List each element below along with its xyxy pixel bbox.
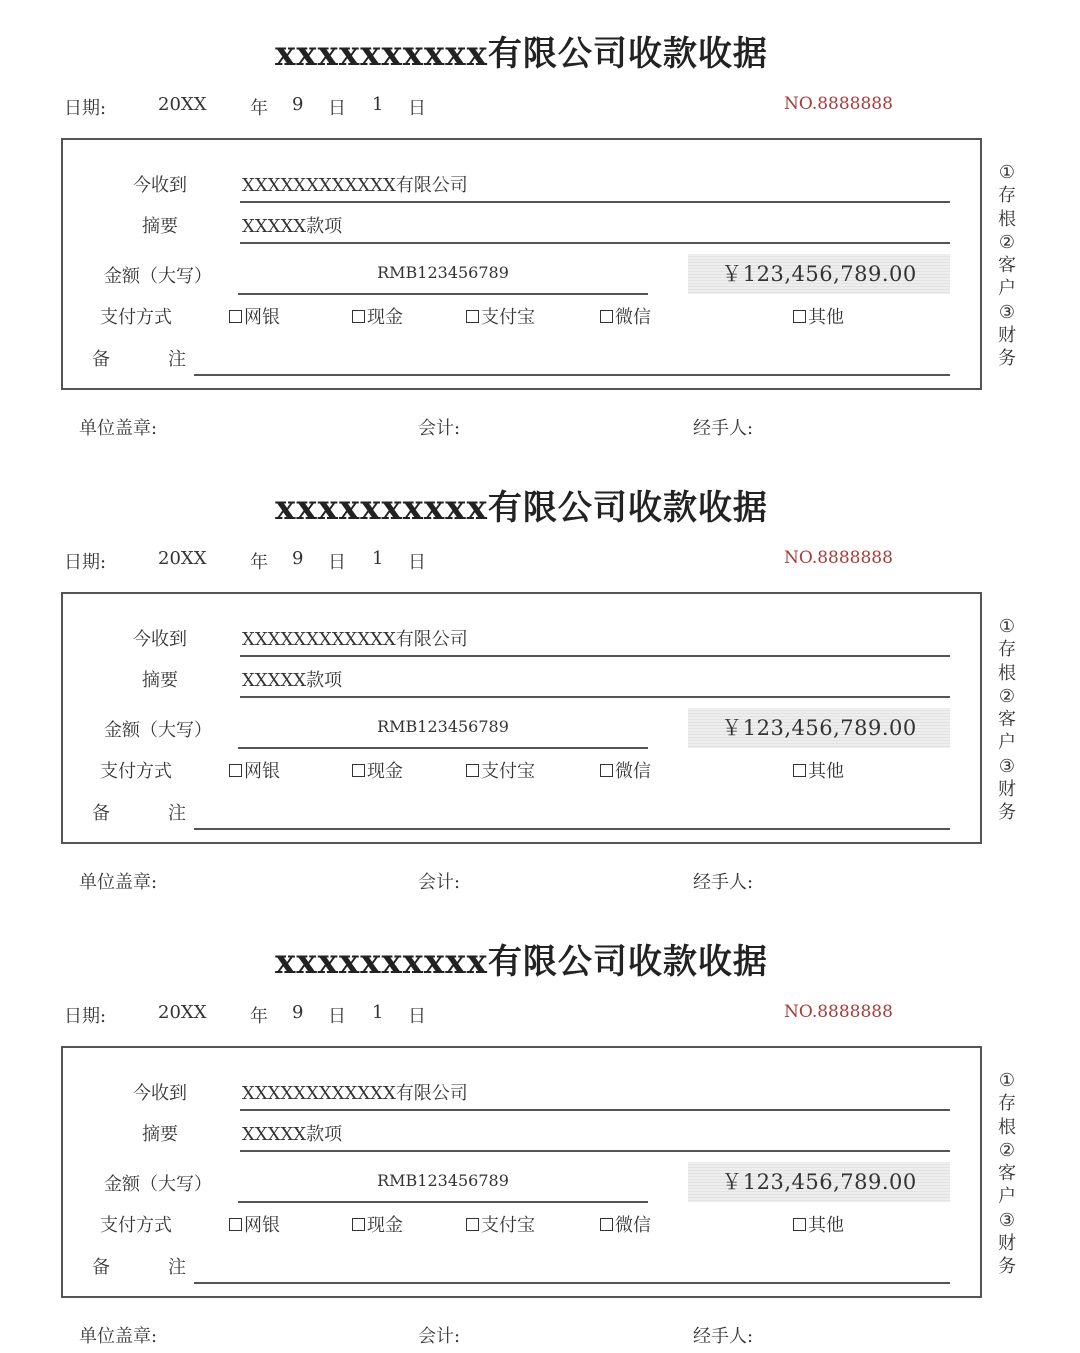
copy-char: ③ [998,301,1016,323]
date-label: 日期: [64,1006,107,1027]
date-day-unit: 日 [408,1006,426,1027]
date-year: 20XX [158,94,207,115]
copy-char: 存 [998,639,1016,661]
receipt-number: NO.8888888 [784,1002,893,1022]
payment-option-online-bank[interactable] [229,1211,280,1237]
date-month: 9 [292,94,304,115]
payment-option-wechat[interactable] [600,303,651,329]
checkbox-icon[interactable] [352,764,365,777]
payment-option-wechat[interactable] [600,757,651,783]
amount-words-value: RMB123456789 [377,717,509,736]
payment-method-label: 支付方式 [100,307,172,328]
payment-option-label: 微信 [615,1215,651,1236]
date-year: 20XX [158,1002,207,1023]
payment-option-label: 支付宝 [481,761,535,782]
date-year-unit: 年 [250,1006,268,1027]
copy-char: 客 [998,1163,1016,1185]
date-day: 1 [372,1002,384,1023]
amount-words-label: 金额（大写） [104,1174,212,1195]
checkbox-icon[interactable] [466,764,479,777]
payment-option-label: 网银 [244,1215,280,1236]
date-year-unit: 年 [250,98,268,119]
date-label: 日期: [64,98,107,119]
copy-char: ③ [998,1209,1016,1231]
checkbox-icon[interactable] [600,1218,613,1231]
summary-value: XXXXX款项 [242,1124,343,1145]
note-label-first: 备 [92,349,110,370]
handler-label: 经手人: [693,872,754,893]
note-line [194,1282,950,1284]
summary-label: 摘要 [142,1124,178,1145]
payment-method-label: 支付方式 [100,1215,172,1236]
payment-method-label: 支付方式 [100,761,172,782]
summary-line [240,242,950,244]
amount-words-label: 金额（大写） [104,720,212,741]
checkbox-icon[interactable] [352,1218,365,1231]
checkbox-icon[interactable] [466,1218,479,1231]
payment-option-label: 支付宝 [481,1215,535,1236]
date-day: 1 [372,548,384,569]
date-day-unit: 日 [408,552,426,573]
amount-words-value: RMB123456789 [377,263,509,282]
copy-char: 户 [998,732,1016,754]
seal-label: 单位盖章: [79,872,158,893]
payment-option-label: 微信 [615,761,651,782]
receipt-number: NO.8888888 [784,94,893,114]
date-day: 1 [372,94,384,115]
checkbox-icon[interactable] [229,310,242,323]
copy-char: ② [998,1139,1016,1161]
accountant-label: 会计: [418,872,461,893]
received-from-value: XXXXXXXXXXXX有限公司 [242,1083,468,1104]
note-label-second: 注 [168,349,186,370]
payment-option-cash[interactable] [352,303,403,329]
receipt [0,908,1080,1353]
received-from-value: XXXXXXXXXXXX有限公司 [242,629,468,650]
received-from-line [240,201,950,203]
date-row [64,1002,904,1026]
checkbox-icon[interactable] [352,310,365,323]
receipt-title: xxxxxxxxxx有限公司收款收据 [275,34,768,74]
payment-option-online-bank[interactable] [229,757,280,783]
date-month-unit: 日 [328,552,346,573]
checkbox-icon[interactable] [229,1218,242,1231]
copy-char: 根 [998,662,1016,684]
copy-char: ③ [998,755,1016,777]
copy-distribution [995,161,1019,371]
payment-option-label: 现金 [367,307,403,328]
accountant-label: 会计: [418,418,461,439]
receipt-title: xxxxxxxxxx有限公司收款收据 [275,942,768,982]
date-month: 9 [292,1002,304,1023]
summary-line [240,1150,950,1152]
checkbox-icon[interactable] [600,764,613,777]
received-from-value: XXXXXXXXXXXX有限公司 [242,175,468,196]
payment-option-cash[interactable] [352,757,403,783]
payment-option-other[interactable] [793,303,844,329]
note-line [194,828,950,830]
copy-char: 存 [998,185,1016,207]
handler-label: 经手人: [693,1326,754,1347]
handler-label: 经手人: [693,418,754,439]
receipt-title: xxxxxxxxxx有限公司收款收据 [275,488,768,528]
date-label: 日期: [64,552,107,573]
copy-char: 务 [998,348,1016,370]
seal-label: 单位盖章: [79,1326,158,1347]
note-label-first: 备 [92,803,110,824]
accountant-label: 会计: [418,1326,461,1347]
copy-char: 客 [998,709,1016,731]
payment-option-cash[interactable] [352,1211,403,1237]
payment-option-label: 网银 [244,761,280,782]
amount-figure: ￥123,456,789.00 [688,254,950,294]
copy-char: 户 [998,1186,1016,1208]
received-from-line [240,655,950,657]
summary-label: 摘要 [142,216,178,237]
amount-words-value: RMB123456789 [377,1171,509,1190]
copy-char: 根 [998,1116,1016,1138]
payment-option-alipay[interactable] [466,757,535,783]
received-from-label: 今收到 [133,1083,187,1104]
checkbox-icon[interactable] [229,764,242,777]
copy-char: 客 [998,255,1016,277]
checkbox-icon[interactable] [793,310,806,323]
amount-figure: ￥123,456,789.00 [688,1162,950,1202]
payment-option-label: 支付宝 [481,307,535,328]
copy-char: ① [998,616,1016,637]
payment-option-label: 微信 [615,307,651,328]
amount-words-line [238,747,648,749]
date-month: 9 [292,548,304,569]
summary-value: XXXXX款项 [242,216,343,237]
date-row [64,548,904,572]
date-month-unit: 日 [328,98,346,119]
payment-option-label: 其他 [808,1215,844,1236]
summary-line [240,696,950,698]
copy-char: ② [998,231,1016,253]
copy-char: ② [998,685,1016,707]
copy-char: 户 [998,278,1016,300]
payment-option-label: 网银 [244,307,280,328]
copy-char: 存 [998,1093,1016,1115]
copy-char: 务 [998,802,1016,824]
date-month-unit: 日 [328,1006,346,1027]
note-label-second: 注 [168,1257,186,1278]
checkbox-icon[interactable] [600,310,613,323]
receipt-number: NO.8888888 [784,548,893,568]
copy-distribution [995,1069,1019,1279]
payment-option-other[interactable] [793,1211,844,1237]
note-label-second: 注 [168,803,186,824]
summary-label: 摘要 [142,670,178,691]
copy-char: 根 [998,208,1016,230]
copy-distribution [995,615,1019,825]
payment-option-wechat[interactable] [600,1211,651,1237]
summary-value: XXXXX款项 [242,670,343,691]
receipt-body [61,1046,982,1298]
amount-words-line [238,293,648,295]
note-label-first: 备 [92,1257,110,1278]
payment-option-alipay[interactable] [466,303,535,329]
copy-char: 财 [998,779,1016,801]
received-from-label: 今收到 [133,175,187,196]
date-year: 20XX [158,548,207,569]
copy-char: ① [998,162,1016,183]
amount-words-line [238,1201,648,1203]
note-line [194,374,950,376]
received-from-line [240,1109,950,1111]
amount-words-label: 金额（大写） [104,266,212,287]
checkbox-icon[interactable] [466,310,479,323]
payment-option-other[interactable] [793,757,844,783]
copy-char: ① [998,1070,1016,1091]
checkbox-icon[interactable] [793,1218,806,1231]
payment-option-online-bank[interactable] [229,303,280,329]
received-from-label: 今收到 [133,629,187,650]
copy-char: 务 [998,1256,1016,1278]
date-year-unit: 年 [250,552,268,573]
checkbox-icon[interactable] [793,764,806,777]
amount-figure: ￥123,456,789.00 [688,708,950,748]
receipt [0,0,1080,452]
copy-char: 财 [998,325,1016,347]
date-row [64,94,904,118]
payment-option-label: 其他 [808,761,844,782]
receipt [0,454,1080,906]
payment-option-alipay[interactable] [466,1211,535,1237]
date-day-unit: 日 [408,98,426,119]
payment-option-label: 现金 [367,1215,403,1236]
receipt-body [61,592,982,844]
seal-label: 单位盖章: [79,418,158,439]
receipt-body [61,138,982,390]
payment-option-label: 现金 [367,761,403,782]
copy-char: 财 [998,1233,1016,1255]
payment-option-label: 其他 [808,307,844,328]
